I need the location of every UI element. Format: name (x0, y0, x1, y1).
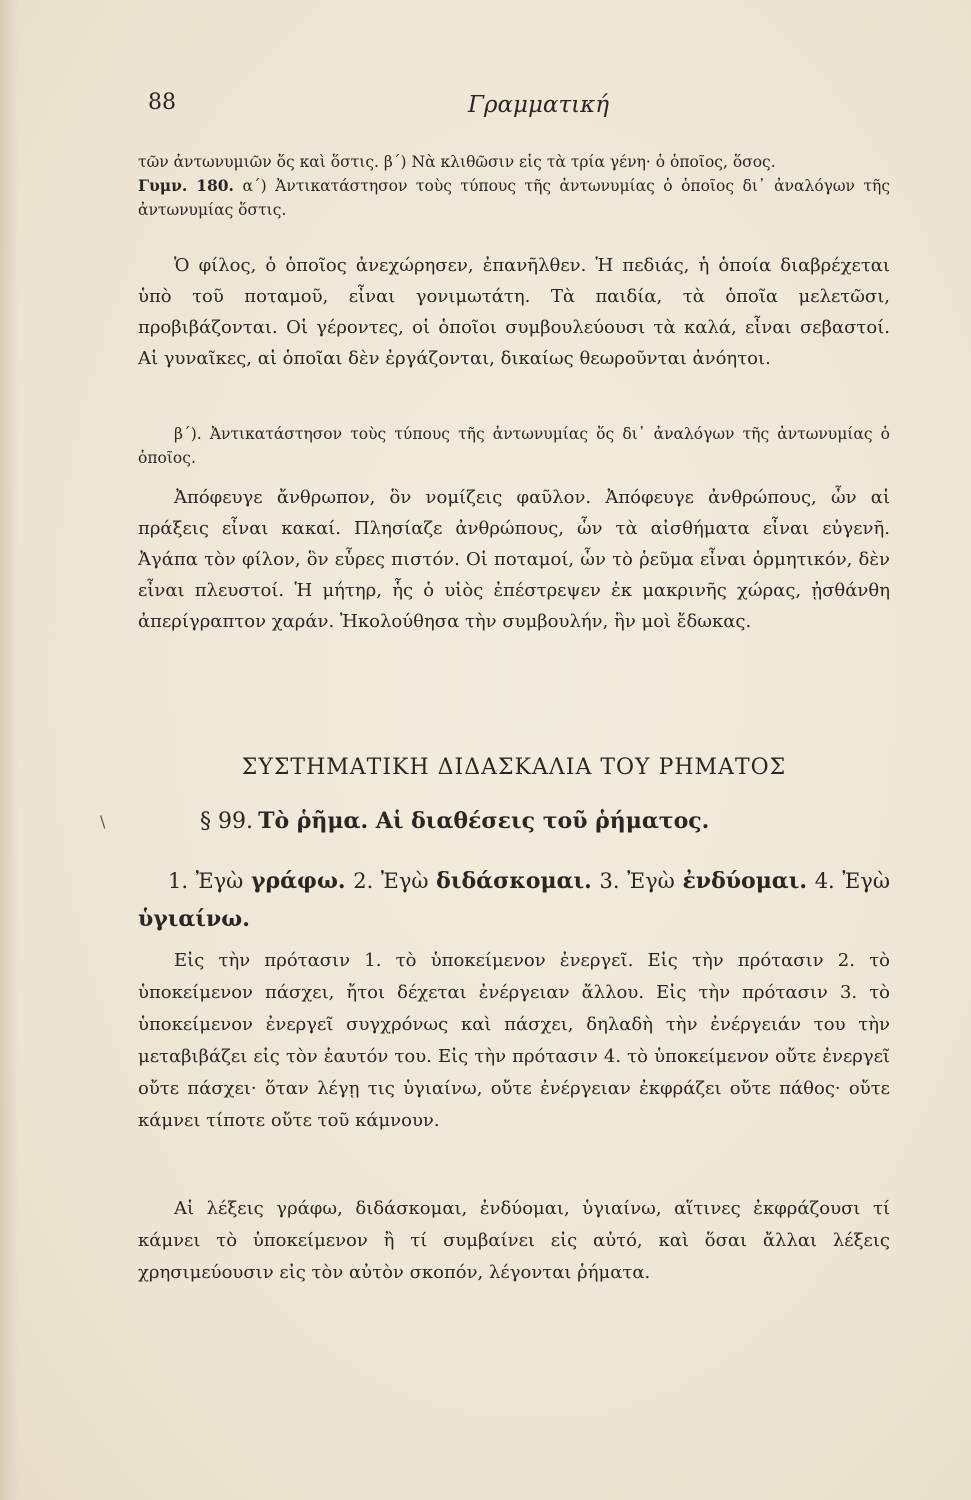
intro-block (138, 150, 890, 222)
paragraph-2-text: Ἀπόφευγε ἄνθρωπον, ὃν νομίζεις φαῦλον. Ἀπόφευγε ἀνθρώπους, ὧν αἱ πράξεις εἶναι κακαί. Πλησίαζε ἀνθρώπους, ὧν τὰ αἰσθήματα εἶναι εὐγενῆ. Ἀγάπα τὸν φίλον, ὃν εὗρες πιστόν. Οἱ ποταμοί, ὧν τὸ ῥεῦμα εἶναι ὁρμητικόν, δὲν εἶναι πλευστοί. Ἡ μήτηρ, ἧς ὁ υἱὸς ἐπέστρεψεν ἐκ μακρινῆς χώρας, ᾐσθάνθη ἀπερίγραπτον χαράν. Ἠκολούθησα τὴν συμβουλήν, ἣν μοὶ ἔδωκας. (138, 487, 890, 632)
intro-line: τῶν ἀντωνυμιῶν ὅς καὶ ὅστις. β΄) Νὰ κλιθῶσιν εἰς τὰ τρία γένη· ὁ ὁποῖος, ὅσος. (138, 153, 776, 171)
examples-line (138, 862, 890, 938)
examples-block (138, 862, 890, 938)
paragraph-4-text: Αἱ λέξεις γράφω, διδάσκομαι, ἐνδύομαι, ὑγιαίνω, αἵτινες ἐκφράζουσι τί κάμνει τὸ ὑποκείμενον ἢ τί συμβαίνει εἰς αὐτό, καὶ ὅσαι ἄλλαι λέξεις χρησιμεύουσιν εἰς τὸν αὐτὸν σκοπόν, λέγονται ῥήματα. (138, 1198, 890, 1283)
exercise-180 (138, 174, 890, 222)
section-title: Τὸ ῥῆμα. Αἱ διαθέσεις τοῦ ῥήματος. (258, 808, 710, 834)
paragraph-3 (138, 945, 890, 1137)
section-number: § 99. (200, 809, 253, 834)
part-b (138, 422, 890, 470)
example-1: 1. Ἐγὼ γράφω. (168, 868, 346, 894)
chapter-heading-block (138, 755, 890, 780)
paragraph-4 (138, 1193, 890, 1289)
example-4: 4. Ἐγὼ ὑγιαίνω. (138, 869, 890, 932)
paragraph-2 (138, 482, 890, 637)
example-3: 3. Ἐγὼ ἐνδύομαι. (599, 868, 808, 894)
paragraph-1 (138, 250, 890, 374)
exercise-label: Γυμν. 180. (138, 176, 234, 195)
page-header (148, 90, 888, 124)
page-edge-shadow (0, 0, 18, 1500)
exercise-text: α΄) Ἀντικατάστησον τοὺς τύπους τῆς ἀντωνυμίας ὁ ὁποῖος δι᾽ ἀναλόγων τῆς ἀντωνυμίας ὅστις. (138, 177, 890, 219)
running-title: Γραμματική (468, 92, 610, 118)
margin-mark: \ (100, 812, 106, 831)
part-b-text: β΄). Ἀντικατάστησον τοὺς τύπους τῆς ἀντωνυμίας ὅς δι᾽ ἀναλόγων τῆς ἀντωνυμίας ὁ ὁποῖος. (138, 425, 890, 467)
paragraph-3-text: Εἰς τὴν πρότασιν 1. τὸ ὑποκείμενον ἐνεργεῖ. Εἰς τὴν πρότασιν 2. τὸ ὑποκείμενον πάσχει, ἤτοι δέχεται ἐνέργειαν ἄλλου. Εἰς τὴν πρότασιν 3. τὸ ὑποκείμενον ἐνεργεῖ συγχρόνως καὶ πάσχει, δηλαδὴ τὴν ἐνέργειάν του τὴν μεταβιβάζει εἰς τὸν ἑαυτόν του. Εἰς τὴν πρότασιν 4. τὸ ὑποκείμενον οὔτε ἐνεργεῖ οὔτε πάσχει· ὅταν λέγῃ τις ὑγιαίνω, οὔτε ἐνέργειαν ἐκφράζει οὔτε πάθος· οὔτε κάμνει τίποτε οὔτε τοῦ κάμνουν. (138, 950, 890, 1131)
example-2: 2. Ἐγὼ διδάσκομαι. (353, 868, 592, 894)
section-heading (200, 808, 890, 834)
paragraph-1-text: Ὁ φίλος, ὁ ὁποῖος ἀνεχώρησεν, ἐπανῆλθεν. Ἡ πεδιάς, ἡ ὁποία διαβρέχεται ὑπὸ τοῦ ποταμοῦ, εἶναι γονιμωτάτη. Τὰ παιδία, τὰ ὁποῖα μελετῶσι, προβιβάζονται. Οἱ γέροντες, οἱ ὁποῖοι συμβουλεύουσι τὰ καλά, εἶναι σεβαστοί. Αἱ γυναῖκες, αἱ ὁποῖαι δὲν ἐργάζονται, δικαίως θεωροῦνται ἀνόητοι. (138, 255, 890, 369)
chapter-heading: ΣΥΣΤΗΜΑΤΙΚΗ ΔΙΔΑΣΚΑΛΙΑ ΤΟΥ ΡΗΜΑΤΟΣ (241, 755, 787, 780)
page-number: 88 (148, 90, 176, 115)
